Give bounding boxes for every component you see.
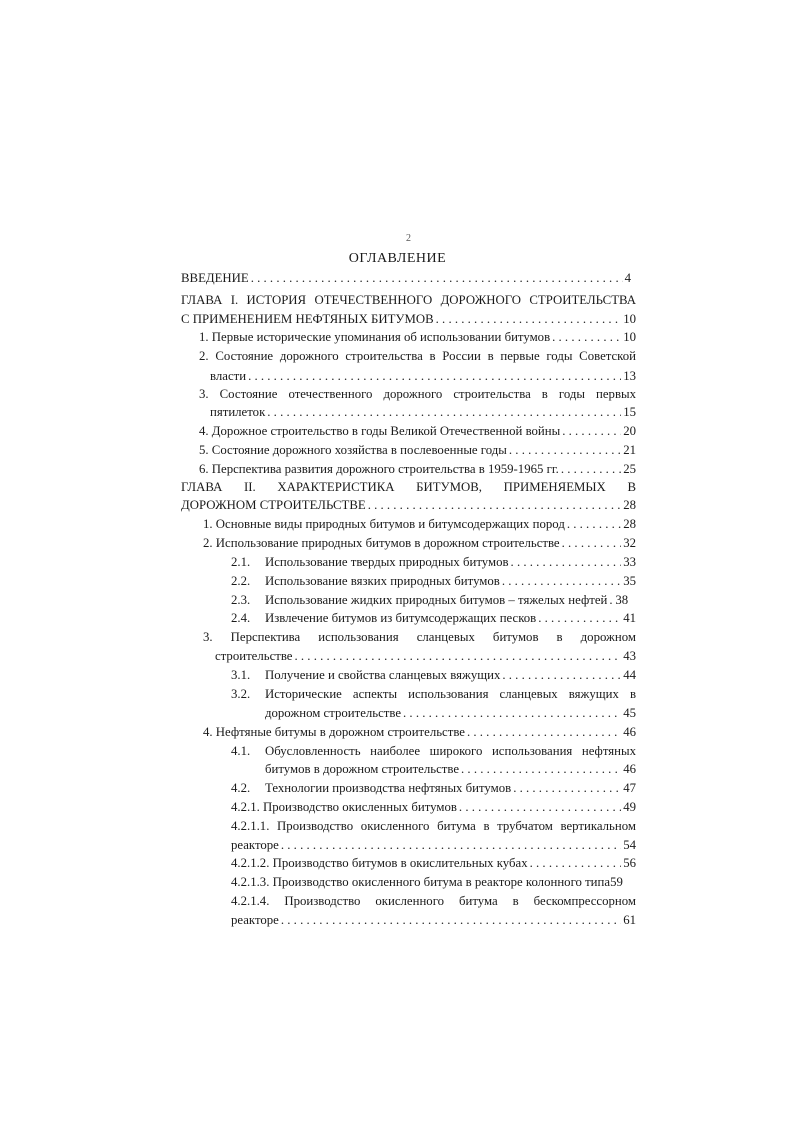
toc-title: ОГЛАВЛЕНИЕ <box>348 251 447 266</box>
entry-text: 4.2.1. Производство окисленных битумов <box>231 800 457 814</box>
entry-text: Технологии производства нефтяных битумов <box>265 781 512 795</box>
entry-page: 45 <box>623 706 636 720</box>
entry-page: 43 <box>623 649 636 663</box>
toc-entry-2-4-2-1-1-line-2 <box>231 837 636 853</box>
entry-page: 41 <box>623 611 636 625</box>
toc-entry-1-4 <box>199 423 636 439</box>
toc-entry-2-2 <box>203 535 636 551</box>
toc-entry-2-2-4 <box>231 610 636 626</box>
entry-page: 32 <box>623 536 636 550</box>
entry-text: Извлечение битумов из битумсодержащих песков <box>265 611 537 625</box>
toc-entry-1-3-line-1 <box>199 386 636 402</box>
entry-text: 6. Перспектива развития дорожного строительства в 1959-1965 гг. <box>199 462 559 476</box>
entry-text: 3. Перспектива использования сланцевых битумов в дорожном <box>203 630 636 644</box>
entry-page: 21 <box>623 443 636 457</box>
toc-entry-2-4-2-1-1-line-1 <box>231 818 636 834</box>
entry-page: 10 <box>623 312 636 326</box>
page-number: 2 <box>406 233 411 244</box>
toc-entry-1-1 <box>199 329 636 345</box>
entry-page: 15 <box>623 405 636 419</box>
toc-entry-2-3-2-line-2 <box>265 705 636 721</box>
dot-leader <box>567 516 621 532</box>
entry-text: 2. Использование природных битумов в дорожном строительстве <box>203 536 560 550</box>
entry-number: 4.2. <box>231 781 251 795</box>
entry-number: 2.4. <box>231 611 251 625</box>
dot-leader <box>530 855 622 871</box>
entry-page: 47 <box>623 781 636 795</box>
toc-entry-2-4-1-line-2 <box>265 761 636 777</box>
entry-text: С ПРИМЕНЕНИЕМ НЕФТЯНЫХ БИТУМОВ <box>181 312 434 326</box>
dot-leader <box>511 554 622 570</box>
entry-text: 1. Основные виды природных битумов и битумсодержащих пород <box>203 517 565 531</box>
dot-leader <box>467 724 621 740</box>
toc-entry-2-1 <box>203 516 636 532</box>
dot-leader <box>368 497 622 513</box>
entry-text: 4.2.1.1. Производство окисленного битума в трубчатом вертикальном <box>231 819 636 833</box>
toc-entry-2-3-line-1 <box>203 629 636 645</box>
toc-entry-2-4 <box>203 724 636 740</box>
entry-number: 3.2. <box>231 687 251 701</box>
toc-entry-2-3-2-line-1 <box>231 686 636 702</box>
entry-number: 2.1. <box>231 555 251 569</box>
dot-leader <box>538 610 621 626</box>
entry-text: 2. Состояние дорожного строительства в России в первые годы Советской <box>199 349 636 363</box>
entry-number: 2.2. <box>231 574 251 588</box>
dot-leader <box>552 329 621 345</box>
toc-entry-1-2-line-2 <box>210 368 636 384</box>
entry-page: 38 <box>615 593 629 607</box>
toc-entry-2-4-2-1-3 <box>231 874 636 890</box>
toc-entry-2-4-2-1-4-line-1 <box>231 893 636 909</box>
dot-leader <box>502 667 621 683</box>
toc-entry-1-3-line-2 <box>210 404 636 420</box>
entry-text: реакторе <box>231 838 279 852</box>
entry-page: 61 <box>623 913 636 927</box>
entry-text: 4.2.1.3. Производство окисленного битума в реакторе колонного типа <box>231 875 611 889</box>
toc-chapter-1-line-2 <box>181 311 636 327</box>
entry-page: 4 <box>624 271 631 285</box>
toc-entry-2-3-1 <box>231 667 636 683</box>
entry-page: 28 <box>623 498 636 512</box>
dot-leader <box>562 535 622 551</box>
dot-leader <box>281 837 621 853</box>
entry-text: 4. Нефтяные битумы в дорожном строительстве <box>203 725 465 739</box>
entry-text: 1. Первые исторические упоминания об использовании битумов <box>199 330 551 344</box>
toc-entry-2-4-2-1-2 <box>231 855 636 871</box>
entry-page: 44 <box>623 668 636 682</box>
entry-text: дорожном строительстве <box>265 706 402 720</box>
entry-page: 28 <box>623 517 636 531</box>
toc-entry-2-2-1 <box>231 554 636 570</box>
toc-entry-intro <box>181 270 631 286</box>
entry-text: ГЛАВА II. ХАРАКТЕРИСТИКА БИТУМОВ, ПРИМЕНЯЕМЫХ В <box>181 480 636 494</box>
toc-entry-1-2-line-1 <box>199 348 636 364</box>
toc-entry-2-3-line-2 <box>215 648 636 664</box>
entry-page: 59 <box>610 875 623 889</box>
dot-leader <box>436 311 622 327</box>
entry-page: 10 <box>623 330 636 344</box>
entry-page: 54 <box>623 838 636 852</box>
entry-number: 2.3. <box>231 593 251 607</box>
entry-page: 49 <box>623 800 636 814</box>
entry-number: 4.1. <box>231 744 251 758</box>
entry-text: строительстве <box>215 649 293 663</box>
entry-text: Исторические аспекты использования сланцевых вяжущих в <box>265 687 636 701</box>
entry-text: ДОРОЖНОМ СТРОИТЕЛЬСТВЕ <box>181 498 366 512</box>
dot-leader <box>267 404 621 420</box>
entry-text: Использование жидких природных битумов – тяжелых нефтей <box>265 593 608 607</box>
toc-entry-2-4-1-line-1 <box>231 743 636 759</box>
toc-entry-2-2-2 <box>231 573 636 589</box>
dot-leader <box>281 912 621 928</box>
entry-text: 4. Дорожное строительство в годы Великой Отечественной войны <box>199 424 561 438</box>
dot-leader <box>248 368 621 384</box>
toc-entry-2-4-2-1 <box>231 799 636 815</box>
entry-text: реакторе <box>231 913 279 927</box>
toc-entry-1-5 <box>199 442 636 458</box>
entry-page: 33 <box>623 555 636 569</box>
entry-text: 4.2.1.4. Производство окисленного битума в бескомпрессорном <box>231 894 636 908</box>
dot-leader <box>509 442 621 458</box>
toc-chapter-2-line-2 <box>181 497 636 513</box>
entry-text: ВВЕДЕНИЕ <box>181 271 249 285</box>
entry-page: 35 <box>623 574 636 588</box>
toc-entry-1-6 <box>199 461 636 477</box>
entry-page: 20 <box>623 424 636 438</box>
entry-text: 5. Состояние дорожного хозяйства в послевоенные годы <box>199 443 507 457</box>
entry-text: Обусловленность наиболее широкого использования нефтяных <box>265 744 636 758</box>
dot-leader <box>461 761 621 777</box>
entry-text: ГЛАВА I. ИСТОРИЯ ОТЕЧЕСТВЕННОГО ДОРОЖНОГО СТРОИТЕЛЬСТВА <box>181 293 636 307</box>
dot-leader <box>403 705 621 721</box>
entry-page: 46 <box>623 762 636 776</box>
entry-page: 46 <box>623 725 636 739</box>
dot-leader <box>251 270 623 286</box>
entry-text: 3. Состояние отечественного дорожного строительства в годы первых <box>199 387 636 401</box>
entry-number: 3.1. <box>231 668 251 682</box>
dot-leader <box>513 780 621 796</box>
toc-entry-2-4-2-1-4-line-2 <box>231 912 636 928</box>
dot-leader <box>459 799 621 815</box>
dot-leader <box>295 648 622 664</box>
entry-text: битумов в дорожном строительстве <box>265 762 460 776</box>
toc-chapter-1-line-1 <box>181 292 636 308</box>
dot-leader <box>561 461 621 477</box>
toc-entry-2-2-3 <box>231 592 636 608</box>
entry-text: Получение и свойства сланцевых вяжущих <box>265 668 501 682</box>
toc-chapter-2-line-1 <box>181 479 636 495</box>
entry-text: власти <box>210 369 247 383</box>
toc-entry-2-4-2 <box>231 780 636 796</box>
entry-text: Использование твердых природных битумов <box>265 555 509 569</box>
entry-text: 4.2.1.2. Производство битумов в окислительных кубах <box>231 856 528 870</box>
dot-leader <box>562 423 621 439</box>
entry-page: 13 <box>623 369 636 383</box>
entry-text: пятилеток <box>210 405 266 419</box>
entry-page: 56 <box>623 856 636 870</box>
entry-text: Использование вязких природных битумов <box>265 574 500 588</box>
dot-leader <box>609 592 613 608</box>
dot-leader <box>502 573 621 589</box>
entry-page: 25 <box>623 462 636 476</box>
